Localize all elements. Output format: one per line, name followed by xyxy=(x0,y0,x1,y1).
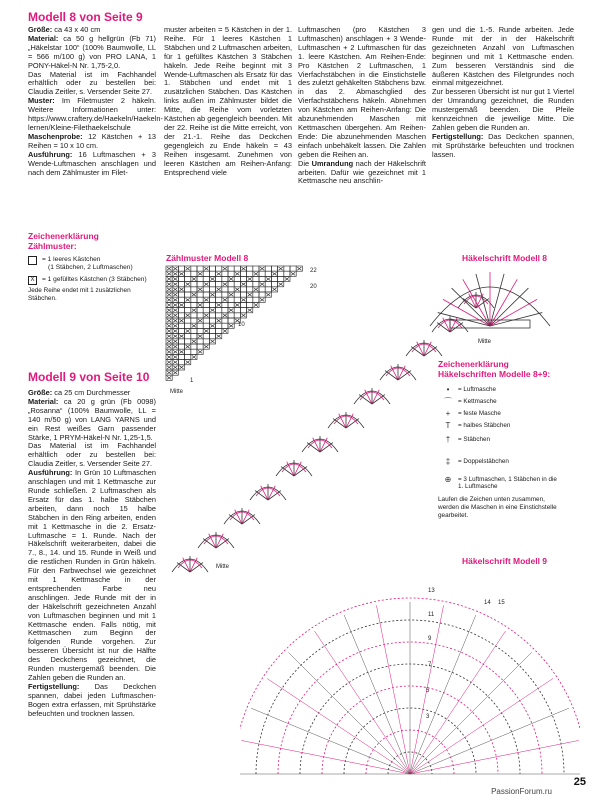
model8-increase-decrease: Luftmaschen (pro Kästchen 3 Luftmaschen) anschlagen + 3 Wende-Luftmaschen + 2 Luftmaschen für das 1. leere Kästchen. Am Reihen-Ende: Pro Kästchen 2 Luftmaschen, 1 Vierfachstäbchen in die Einstichstelle des zuletzt gehäkelten Stäbchens bzw. in das 2. Abmaschglied des Vierfachstäbchens häkeln. Abnehmen von Kästchen am Reihen-Anfang: Die abzunehmenden Maschen mit Kettmaschen übergehen. Am Reihen-Ende: Die abzunehmenden Maschen einfach unbehäkelt lassen. Die Zahlen geben die Reihen an. xyxy=(298,25,426,159)
round-number-7: 7 xyxy=(428,662,432,668)
round-number-11: 11 xyxy=(428,612,435,618)
legend-hs-title: Zeichenerklärung Häkelschriften Modelle 8+9: xyxy=(438,359,551,379)
mitte-label: Mitte xyxy=(170,389,184,395)
radial-stitch xyxy=(288,652,410,774)
mitte-label-bottom: Mitte xyxy=(216,564,230,570)
model9-material: Material: ca 20 g grün (Fb 0098) „Rosanna“ (100% Baumwolle, LL = 140 m/50 g) von LANG YARNS und ein Rest weißes Garn passender Stärke, 1 PRYM-Häkel-N Nr. 1,25-1,5. xyxy=(28,396,156,442)
radial-stitch xyxy=(344,615,410,774)
legend-chain: • = Luftmasche xyxy=(438,386,496,393)
model8-border-intro: Die Umrandung nach der Häkelschrift arbeiten. Dafür wie gezeichnet mit 1 Kettmasche neu anschlin- xyxy=(298,158,426,186)
radial-stitch xyxy=(251,708,410,774)
model9-size: Größe: ca 25 cm Durchmesser xyxy=(28,388,131,397)
radial-stitch xyxy=(410,708,569,774)
fan-stroke xyxy=(490,274,504,326)
model8-border-rounds: gen und die 1.-5. Runde arbeiten. Jede Runde mit der in der Häkelschrift gezeichneten Anzahl von Luftmaschen beginnen und mit 1 Kettmasche enden. Zum besseren Verständnis sind die äußeren Kästchen des Filetgrundes noch einmal mitgezeichnet. xyxy=(432,25,574,88)
model9-instructions: Ausführung: In Grün 10 Luftmaschen anschlagen und mit 1 Kettmasche zur Runde schließen. 2 Luftmaschen als Ersatz für das 1. halbe Stäbchen arbeiten, dann noch 15 halbe Stäbchen in den Ring arbeiten, enden mit 1 Kettmasche in die 2. Ersatz-Luftmasche = 1. Runde. Nach der Häkelschrift weiterarbeiten, dabei die 7., 8., 14. und 15. Runde in Weiß und die restlichen Runden in Grün häkeln. Für den Farbwechsel wie gezeichnet mit 1 Kettmasche in der entsprechenden Farbe neu anschlingen. Jede Runde mit der in der Häkelschrift gezeichneten Anzahl von Luftmaschen beginnen und mit 1 Kettmasche enden. Falls nötig, mit Kettmaschen zum Beginn der folgenden Runde vorgehen. Zur besseren Übersicht ist nur die Hälfte des Deckchens gezeichnet, die Runden mustergemäß beenden. Die Zahlen geben die Runden an. xyxy=(28,468,156,682)
model8-title: Modell 8 von Seite 9 xyxy=(28,10,143,24)
round-number-3: 3 xyxy=(426,714,430,720)
model8-instructions-cont: muster arbeiten = 5 Kästchen in der 1. Reihe. Für 1 leeres Kästchen 1 Stäbchen und 2 Luftmaschen arbeiten, für 1 gefülltes Kästchen 3 Stäbchen häkeln. Jede Reihe beginnt mit 3 Wende-Luftmaschen als Ersatz für das 1. Stäbchen und endet mit 1 zusätzlichen Stäbchen. Das Kästchen links außen im Zählmuster bildet die Mitte, die Reihe vom vorletzten Kästchen ab gegengleich beenden. Mit der 22. Reihe ist die Mitte erreicht, von der 21.-1. Reihe das Deckchen gegengleich zu Ende häkeln = 43 Reihen insgesamt. Zunehmen von leeren Kästchen am Reihen-Anfang: Entsprechend viele xyxy=(164,25,292,177)
round-number-9: 9 xyxy=(428,636,432,642)
legend-double-crochet: † = Stäbchen xyxy=(438,436,490,443)
model8-column-1 xyxy=(28,25,164,177)
fan-stroke xyxy=(476,274,490,326)
model8-pattern: Muster: Im Filetmuster 2 häkeln. Weitere Informationen unter: https://www.craftery.de/Haekeln/Haekeln-lernen/Kleine-Filethaekelschule xyxy=(28,96,164,132)
haekelschrift8-title: Häkelschrift Modell 8 xyxy=(462,253,548,263)
haekelschrift9-title: Häkelschrift Modell 9 xyxy=(462,556,548,566)
filled-box-icon: X xyxy=(28,276,37,285)
model8-finishing: Fertigstellung: Das Deckchen spannen, mit Sprühstärke befeuchten und trocknen lassen. xyxy=(432,131,574,159)
round-number-14: 14 xyxy=(484,600,491,606)
haekelschrift8-diagram xyxy=(150,262,580,592)
model8-column-2 xyxy=(164,26,292,177)
model9-title: Modell 9 von Seite 10 xyxy=(28,370,150,384)
row-number-20: 20 xyxy=(310,284,317,290)
model8-column-3 xyxy=(298,26,426,186)
model8-instructions-start: Ausführung: 16 Luftmaschen + 3 Wende-Luftmaschen anschlagen und nach dem Zählmuster im Filet- xyxy=(28,149,156,177)
legend8-note: Jede Reihe endet mit 1 zusätzlichen Stäbchen. xyxy=(28,287,131,302)
round-number-5: 5 xyxy=(426,688,430,694)
model8-overview-note: Zur besseren Übersicht ist nur gut 1 Viertel der Umrandung gezeichnet, die Runden mustergemäß beenden. Die Pfeile kennzeichnen die jeweilige Mitte. Die Zahlen geben die Runden an. xyxy=(432,87,574,132)
mitte-label-top: Mitte xyxy=(478,339,492,345)
row-number-10: 10 xyxy=(238,322,245,328)
legend-half-double: T = halbes Stäbchen xyxy=(438,422,510,429)
double-crochet-icon: † xyxy=(445,435,451,444)
model9-column xyxy=(28,389,156,719)
legend-single-crochet: + = feste Masche xyxy=(438,410,501,417)
legend-slip-stitch: ⌒ = Kettmasche xyxy=(438,398,497,405)
legend8-filled-box: X = 1 gefülltes Kästchen (3 Stäbchen) xyxy=(28,276,147,285)
legend8-empty-box: = 1 leeres Kästchen (1 Stäbchen, 2 Luftmaschen) xyxy=(28,256,133,272)
row-number-1: 1 xyxy=(190,378,194,384)
model9-supplier: Das Material ist im Fachhandel erhältlich oder zu bestellen bei: Claudia Zeitler, s. Versender Seite 27. xyxy=(28,441,156,469)
round-number-13: 13 xyxy=(428,588,435,594)
chain-icon: • xyxy=(446,385,450,394)
slip-stitch-icon: ⌒ xyxy=(444,397,452,406)
fan-stroke xyxy=(490,313,542,326)
page-number: 25 xyxy=(573,776,586,788)
picot-icon: ⊕ xyxy=(444,475,452,484)
treble-crochet-icon: ‡ xyxy=(445,457,451,466)
single-crochet-icon: + xyxy=(445,409,451,418)
model8-supplier: Das Material ist im Fachhandel erhältlich oder zu bestellen bei: Claudia Zeitler, s. Versender Seite 27. xyxy=(28,69,156,97)
model8-size: Größe: ca 43 x 40 cm xyxy=(28,25,101,34)
round-number-15: 15 xyxy=(498,600,505,606)
model8-gauge: Maschenprobe: 12 Kästchen + 13 Reihen = 10 x 10 cm. xyxy=(28,131,156,150)
radial-stitch xyxy=(410,615,476,774)
legend-treble: ‡ = Doppelstäbchen xyxy=(438,458,509,465)
row-number-22: 22 xyxy=(310,268,317,274)
zaehlmuster-title: Zählmuster Modell 8 xyxy=(166,253,249,263)
half-double-icon: T xyxy=(445,421,451,430)
model9-finishing: Fertigstellung: Das Deckchen spannen, dabei jeden Luftmaschen-Bogen extra erfassen, mit Sprühstärke befeuchten und trocknen lassen. xyxy=(28,681,156,718)
model8-column-4 xyxy=(432,26,574,160)
model8-material: Material: ca 50 g hellgrün (Fb 71) „Häkelstar 100“ (100% Baumwolle, LL = 566 m/100 g) von PRO LANA, 1 PONY-Häkel-N Nr. 1,75-2,0. xyxy=(28,33,156,70)
empty-box-icon xyxy=(28,256,37,265)
haekelschrift9-diagram xyxy=(240,568,580,780)
legend-picot: ⊕ = 3 Luftmaschen, 1 Stäbchen in die 1. Luftmasche xyxy=(438,476,558,491)
legend8-title: Zeichenerklärung Zählmuster: xyxy=(28,231,99,251)
legend-hs-note: Laufen die Zeichen unten zusammen, werden die Maschen in eine Einstichstelle gearbeitet. xyxy=(438,496,557,519)
footer-site: PassionForum.ru xyxy=(491,787,552,796)
